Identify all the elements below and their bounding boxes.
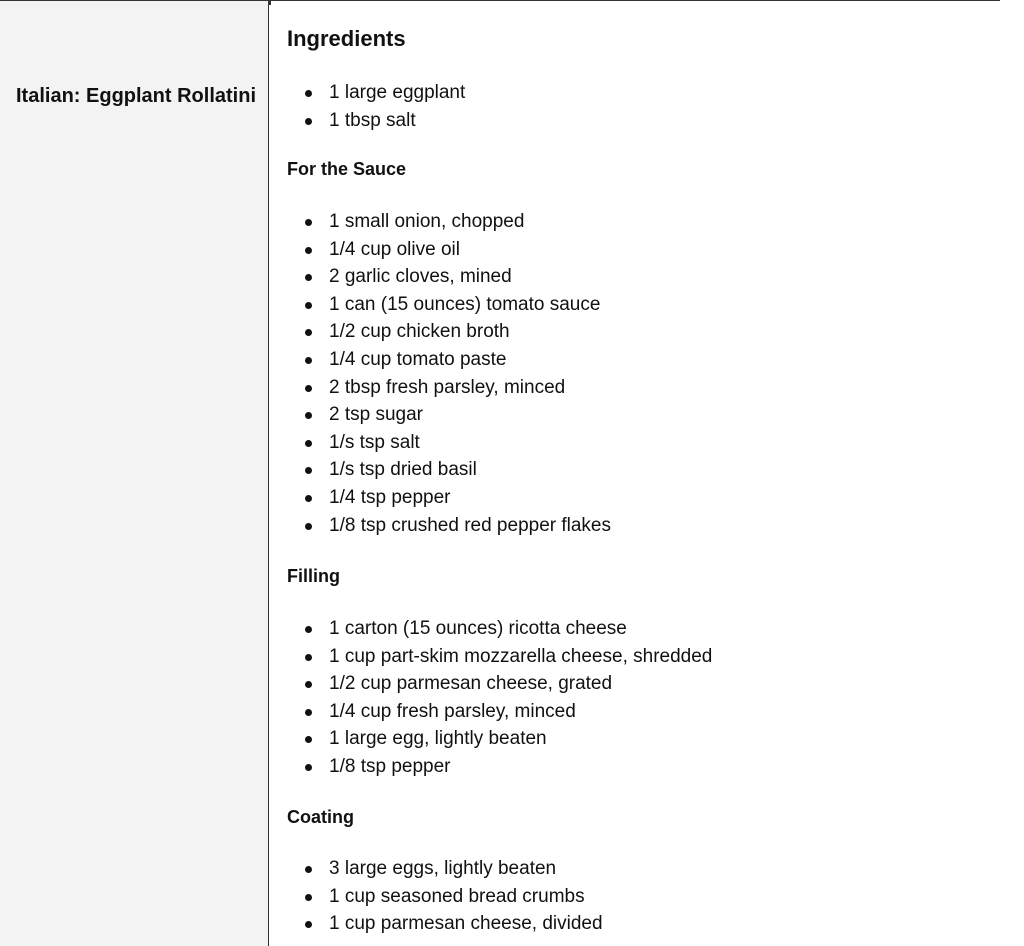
- list-item: 1 small onion, chopped: [287, 208, 611, 236]
- column-divider-top: [269, 0, 271, 5]
- list-item: 1 tbsp salt: [287, 107, 465, 135]
- list-item: 1/4 cup tomato paste: [287, 346, 611, 374]
- sauce-ingredient-list: [287, 208, 611, 539]
- list-item: 1/4 tsp pepper: [287, 484, 611, 512]
- list-item: 1 can (15 ounces) tomato sauce: [287, 291, 611, 319]
- main-ingredient-list: [287, 79, 465, 134]
- list-item: 3 large eggs, lightly beaten: [287, 855, 603, 883]
- list-item: 1/s tsp salt: [287, 429, 611, 457]
- list-item: 1 large egg, lightly beaten: [287, 725, 712, 753]
- list-item: 1/2 cup chicken broth: [287, 318, 611, 346]
- list-item: 2 tbsp fresh parsley, minced: [287, 374, 611, 402]
- coating-heading: Coating: [287, 807, 354, 827]
- list-item: 1/s tsp dried basil: [287, 456, 611, 484]
- list-item: 1/8 tsp crushed red pepper flakes: [287, 512, 611, 540]
- list-item: 2 garlic cloves, mined: [287, 263, 611, 291]
- sauce-heading: For the Sauce: [287, 159, 407, 179]
- filling-heading: Filling: [287, 566, 340, 586]
- coating-ingredient-list: [287, 855, 603, 938]
- list-item: 1 cup parmesan cheese, divided: [287, 910, 603, 938]
- dish-name: Italian: Eggplant Rollatini: [16, 85, 256, 107]
- recipe-name-cell: [0, 1, 269, 946]
- filling-ingredient-list: [287, 615, 712, 781]
- list-item: 2 tsp sugar: [287, 401, 611, 429]
- list-item: 1 cup seasoned bread crumbs: [287, 883, 603, 911]
- list-item: 1 large eggplant: [287, 79, 465, 107]
- list-item: 1/8 tsp pepper: [287, 753, 712, 781]
- list-item: 1/4 cup fresh parsley, minced: [287, 698, 712, 726]
- ingredients-title: Ingredients: [287, 26, 406, 51]
- list-item: 1/2 cup parmesan cheese, grated: [287, 670, 712, 698]
- list-item: 1 carton (15 ounces) ricotta cheese: [287, 615, 712, 643]
- list-item: 1/4 cup olive oil: [287, 236, 611, 264]
- list-item: 1 cup part-skim mozzarella cheese, shredded: [287, 643, 712, 671]
